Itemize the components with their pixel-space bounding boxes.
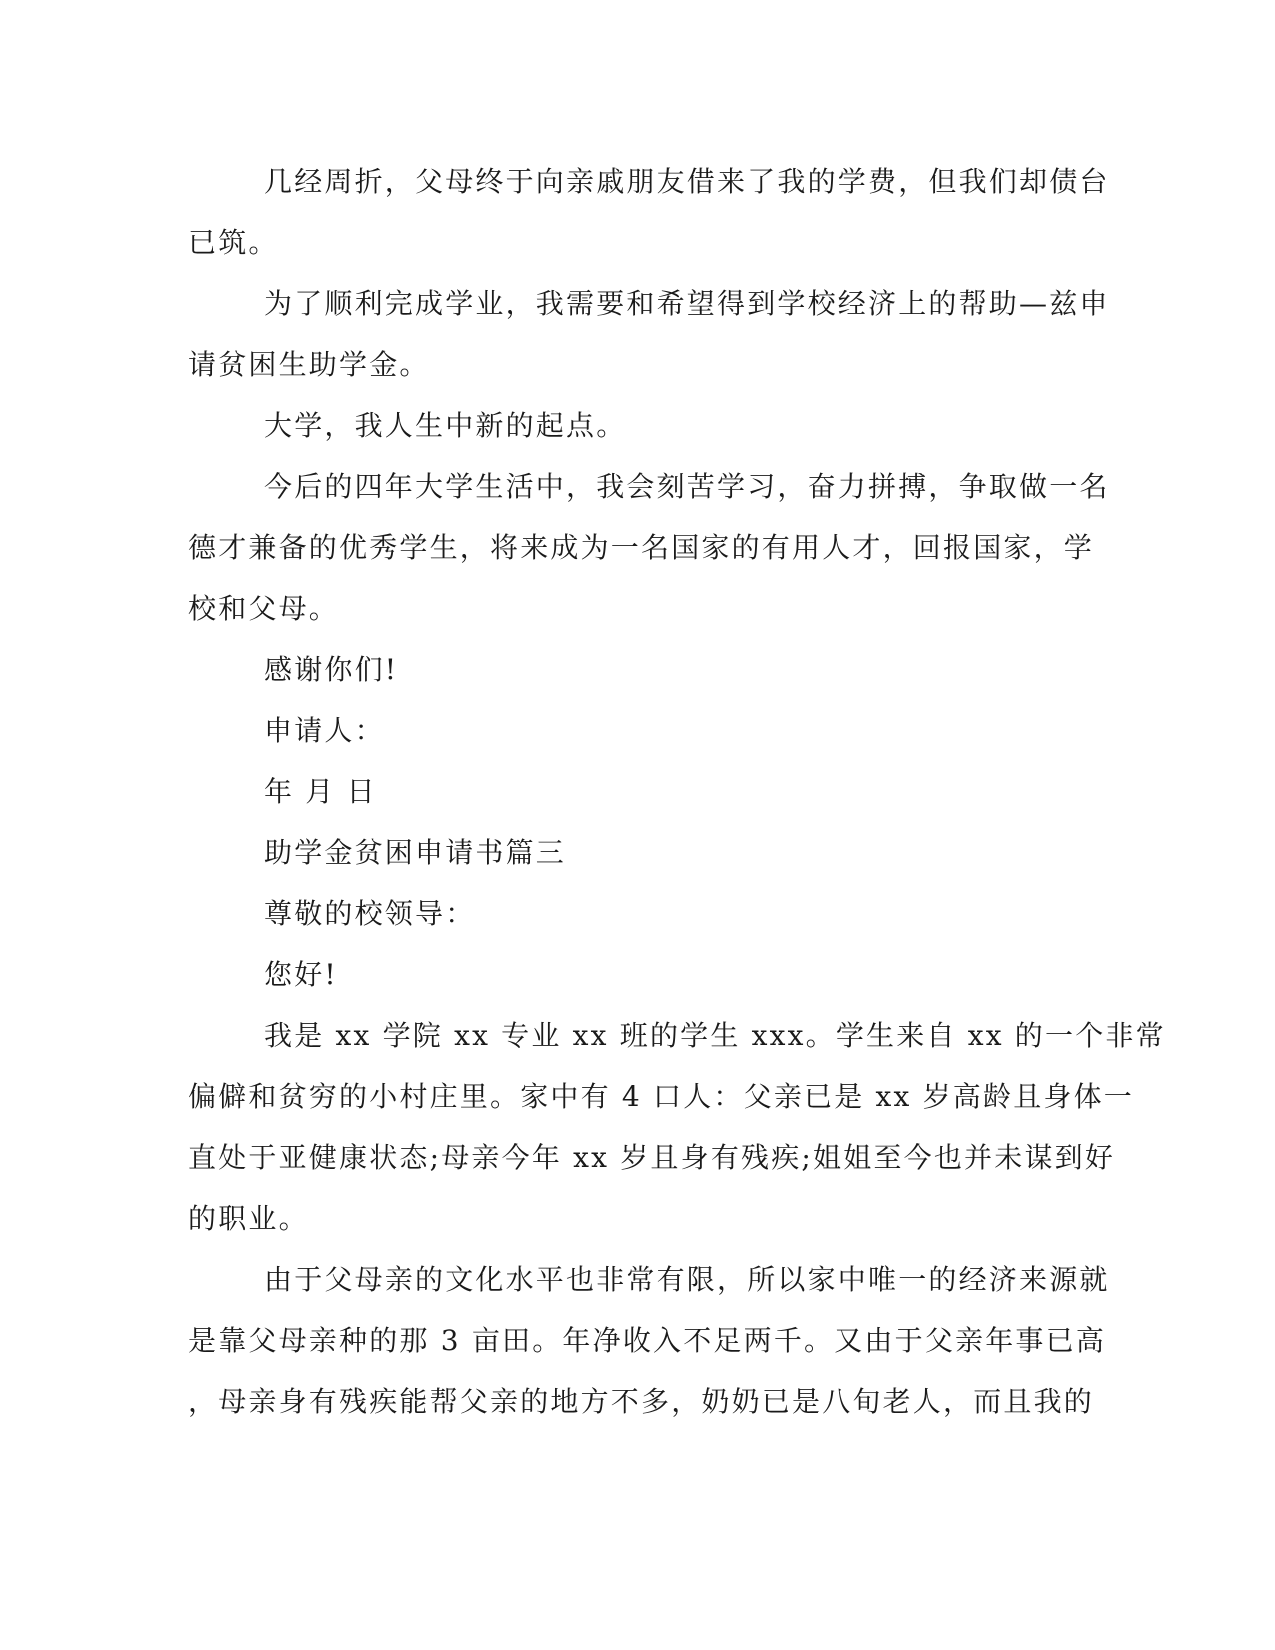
- salutation-line: 尊敬的校领导：: [264, 897, 476, 930]
- date-line: 年 月 日: [264, 775, 377, 808]
- paragraph-line: ，母亲身有残疾能帮父亲的地方不多，奶奶已是八旬老人，而且我的: [188, 1385, 1095, 1418]
- paragraph-line: 几经周折，父母终于向亲戚朋友借来了我的学费，但我们却债台: [264, 165, 1110, 198]
- paragraph-line: 为了顺利完成学业，我需要和希望得到学校经济上的帮助—兹申: [264, 287, 1110, 320]
- paragraph-line: 是靠父母亲种的那 3 亩田。年净收入不足两千。又由于父亲年事已高: [188, 1324, 1107, 1357]
- paragraph-line: 的职业。: [188, 1202, 309, 1235]
- paragraph-line: 由于父母亲的文化水平也非常有限，所以家中唯一的经济来源就: [264, 1263, 1110, 1296]
- paragraph-line: 直处于亚健康状态;母亲今年 xx 岁且身有残疾;姐姐至今也并未谋到好: [188, 1141, 1116, 1174]
- thanks-line: 感谢你们!: [264, 653, 399, 686]
- paragraph-line: 校和父母。: [188, 592, 340, 625]
- paragraph-line: 大学，我人生中新的起点。: [264, 409, 627, 442]
- paragraph-line: 已筑。: [188, 226, 279, 259]
- paragraph-line: 今后的四年大学生活中，我会刻苦学习，奋力拼搏，争取做一名: [264, 470, 1110, 503]
- applicant-line: 申请人：: [264, 714, 385, 747]
- paragraph-line: 德才兼备的优秀学生，将来成为一名国家的有用人才，回报国家，学: [188, 531, 1095, 564]
- paragraph-line: 偏僻和贫穷的小村庄里。家中有 4 口人：父亲已是 xx 岁高龄且身体一: [188, 1080, 1135, 1113]
- greeting-line: 您好!: [264, 958, 338, 991]
- document-body: [188, 151, 1166, 1432]
- paragraph-line: 请贫困生助学金。: [188, 348, 430, 381]
- section-title: 助学金贫困申请书篇三: [264, 836, 567, 869]
- paragraph-line: 我是 xx 学院 xx 专业 xx 班的学生 xxx。学生来自 xx 的一个非常: [264, 1019, 1166, 1052]
